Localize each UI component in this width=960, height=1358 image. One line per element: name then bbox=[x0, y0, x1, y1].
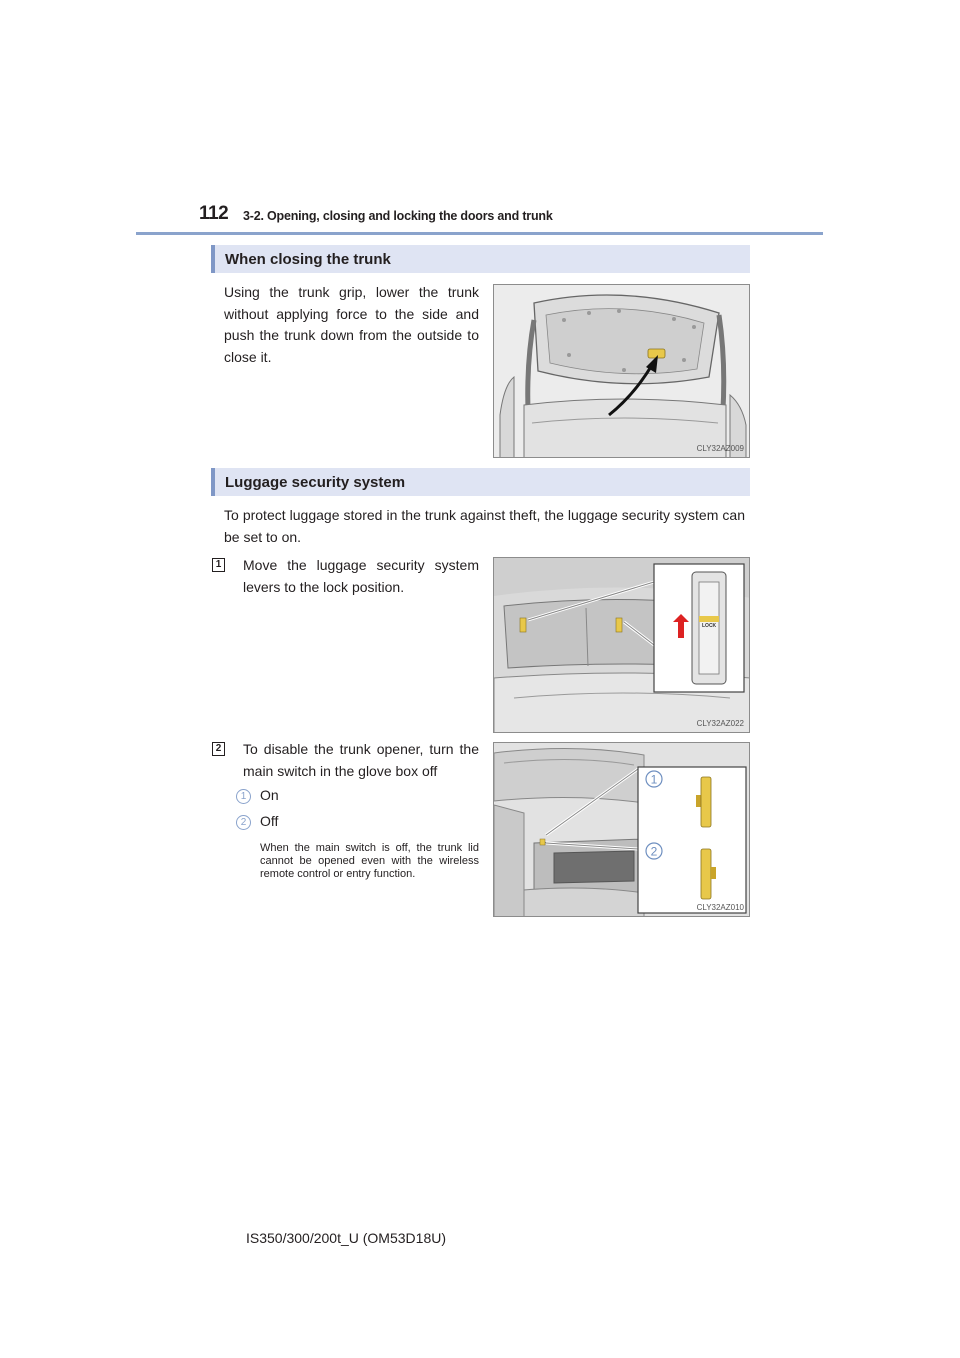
figure-code: CLY32AZ010 bbox=[696, 903, 744, 912]
figure-code: CLY32AZ009 bbox=[696, 444, 744, 453]
trunk-interior-drawing bbox=[494, 558, 750, 733]
luggage-security-intro: To protect luggage stored in the trunk against theft, the luggage security system can be set to on. bbox=[224, 507, 745, 545]
option-off-label: Off bbox=[260, 813, 279, 829]
lock-label: LOCK bbox=[702, 623, 717, 629]
step-number-2: 2 bbox=[212, 742, 225, 756]
marker-2: 2 bbox=[236, 815, 251, 830]
trunk-closing-illustration bbox=[493, 284, 750, 458]
footer-model: IS350/300/200t_U (OM53D18U) bbox=[246, 1230, 446, 1246]
step-number-1: 1 bbox=[212, 558, 225, 572]
marker-1: 1 bbox=[236, 789, 251, 804]
glove-box-drawing bbox=[494, 743, 750, 917]
chapter-title: 3-2. Opening, closing and locking the doors and trunk bbox=[243, 209, 553, 223]
section-heading-closing-trunk bbox=[211, 245, 750, 273]
step-1-text: Move the luggage security system levers to the lock position. bbox=[243, 557, 479, 595]
trunk-lid-drawing bbox=[494, 285, 750, 458]
trunk-lever-illustration bbox=[493, 557, 750, 733]
option-on-label: On bbox=[260, 787, 279, 803]
section-heading-text: When closing the trunk bbox=[225, 250, 391, 268]
page-number: 112 bbox=[199, 203, 229, 224]
glove-box-switch-illustration bbox=[493, 742, 750, 917]
step-2-text: To disable the trunk opener, turn the main switch in the glove box off bbox=[243, 741, 479, 779]
section-heading-luggage-security bbox=[211, 468, 750, 496]
closing-trunk-text: Using the trunk grip, lower the trunk without applying force to the side and push the trunk down from the outside to close it. bbox=[224, 284, 479, 365]
drawing-marker-2-text: 2 bbox=[650, 844, 658, 859]
drawing-marker-1-text: 1 bbox=[650, 772, 658, 787]
header-rule bbox=[136, 232, 823, 235]
figure-code: CLY32AZ022 bbox=[696, 719, 744, 728]
main-switch-note: When the main switch is off, the trunk lid cannot be opened even with the wireless remote control or entry function. bbox=[260, 842, 479, 880]
section-heading-text: Luggage security system bbox=[225, 473, 406, 491]
